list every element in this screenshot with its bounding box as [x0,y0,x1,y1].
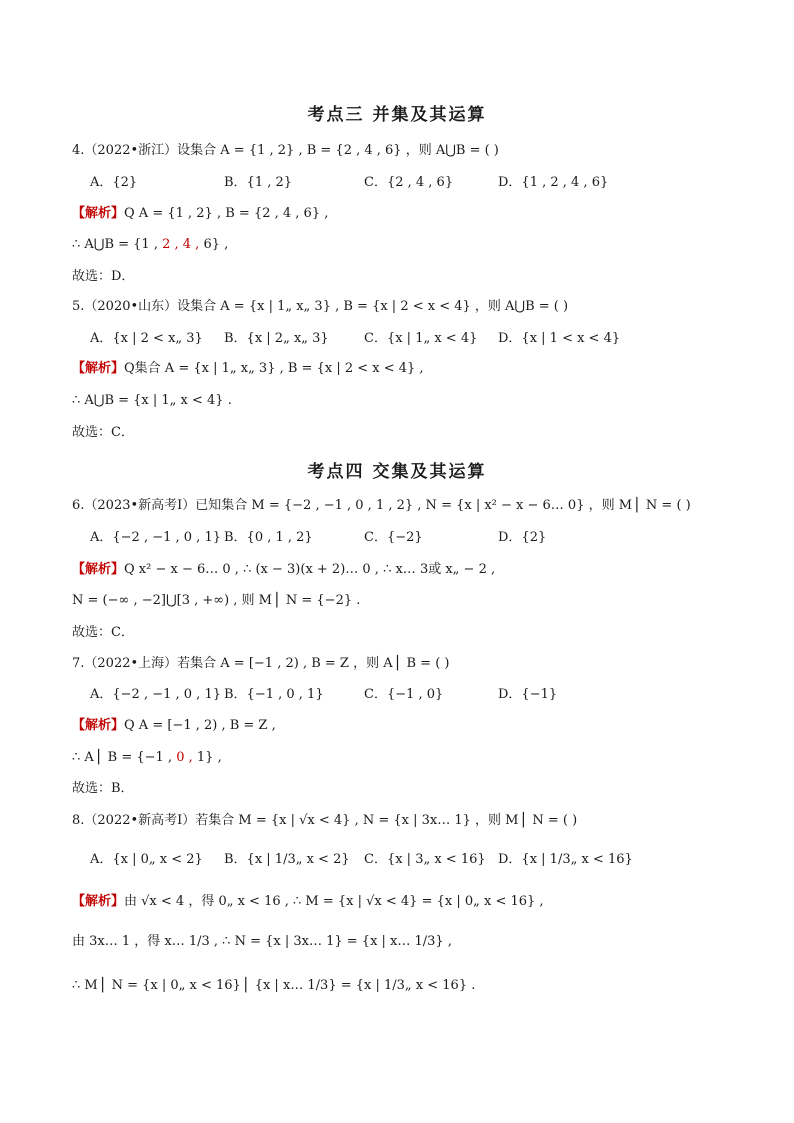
q8-option-b: B．{x | 1/3„ x < 2} [224,852,350,867]
q8-option-a: A．{x | 0„ x < 2} [90,852,203,867]
q5-option-d: D．{x | 1 < x < 4} [498,331,621,346]
q5-answer: 故选：C． [72,425,134,440]
q4-option-d: D．{1 , 2 , 4 , 6} [498,175,609,190]
q7-option-d: D．{−1} [498,687,558,702]
q8-analysis-line2: 由 3x… 1 ，得 x… 1/3 , ∴ N = {x | 3x… 1} = {x | x… 1/3} , [72,934,452,949]
q4-analysis-line2: ∴ A⋃B = {1 , 2 , 4 , 6} , [72,237,229,252]
analysis-tag: 【解析】 [72,718,125,733]
q7-analysis-line2: ∴ A⎪ B = {−1 , 0 , 1} , [72,750,222,765]
q4-answer: 故选：D． [72,269,135,284]
q6-option-a: A．{−2 , −1 , 0 , 1} [90,530,221,545]
q7-option-b: B．{−1 , 0 , 1} [224,687,324,702]
section-title-intersection: 考点四 交集及其运算 [307,462,487,482]
q7-answer: 故选：B． [72,781,134,796]
q5-option-c: C．{x | 1„ x < 4} [364,331,478,346]
q6-analysis-line2: N = (−∞ , −2]⋃[3 , +∞) , 则 M⎪ N = {−2} . [72,593,361,608]
q6-option-c: C．{−2} [364,530,423,545]
q5-option-b: B．{x | 2„ x„ 3} [224,331,329,346]
q6-answer: 故选：C． [72,625,134,640]
q6-analysis-line1: 【解析】Q x² − x − 6… 0 , ∴ (x − 3)(x + 2)… 0 , ∴ x… 3或 x„ − 2 , [72,562,496,577]
q8-analysis-line1: 【解析】由 √x < 4 ，得 0„ x < 16 , ∴ M = {x | √x < 4} = {x | 0„ x < 16} , [72,894,544,909]
q4-analysis-line1: 【解析】Q A = {1 , 2} , B = {2 , 4 , 6} , [72,206,329,221]
analysis-tag: 【解析】 [72,206,125,221]
q4-option-a: A．{2} [90,175,138,190]
section-title-union: 考点三 并集及其运算 [307,105,487,125]
question-7-stem: 7.（2022•上海）若集合 A = [−1 , 2) , B = Z ，则 A⎪ B = ( ) [72,656,450,671]
question-6-stem: 6.（2023•新高考Ⅰ）已知集合 M = {−2 , −1 , 0 , 1 , 2} , N = {x | x² − x − 6… 0} ，则 M⎪ N = ( ) [72,498,691,513]
q5-analysis-line2: ∴ A⋃B = {x | 1„ x < 4} . [72,393,232,408]
analysis-tag: 【解析】 [72,562,125,577]
q6-option-d: D．{2} [498,530,547,545]
question-5-stem: 5.（2020•山东）设集合 A = {x | 1„ x„ 3} , B = {x | 2 < x < 4} ，则 A⋃B = ( ) [72,299,569,314]
q7-analysis-line1: 【解析】Q A = [−1 , 2) , B = Z , [72,718,276,733]
q5-option-a: A．{x | 2 < x„ 3} [90,331,203,346]
q8-option-c: C．{x | 3„ x < 16} [364,852,486,867]
q5-analysis-line1: 【解析】Q集合 A = {x | 1„ x„ 3} , B = {x | 2 < x < 4} , [72,361,424,376]
q7-option-a: A．{−2 , −1 , 0 , 1} [90,687,221,702]
analysis-tag: 【解析】 [72,361,125,376]
q4-option-c: C．{2 , 4 , 6} [364,175,454,190]
q8-analysis-line3: ∴ M⎪ N = {x | 0„ x < 16}⎪ {x | x… 1/3} = {x | 1/3„ x < 16} . [72,978,476,993]
question-4-stem: 4.（2022•浙江）设集合 A = {1 , 2} , B = {2 , 4 , 6} ，则 A⋃B = ( ) [72,143,499,158]
analysis-tag: 【解析】 [72,894,125,909]
question-8-stem: 8.（2022•新高考Ⅰ）若集合 M = {x | √x < 4} , N = {x | 3x… 1} ，则 M⎪ N = ( ) [72,813,578,828]
q8-option-d: D．{x | 1/3„ x < 16} [498,852,633,867]
q4-option-b: B．{1 , 2} [224,175,293,190]
q6-option-b: B．{0 , 1 , 2} [224,530,313,545]
q7-option-c: C．{−1 , 0} [364,687,444,702]
